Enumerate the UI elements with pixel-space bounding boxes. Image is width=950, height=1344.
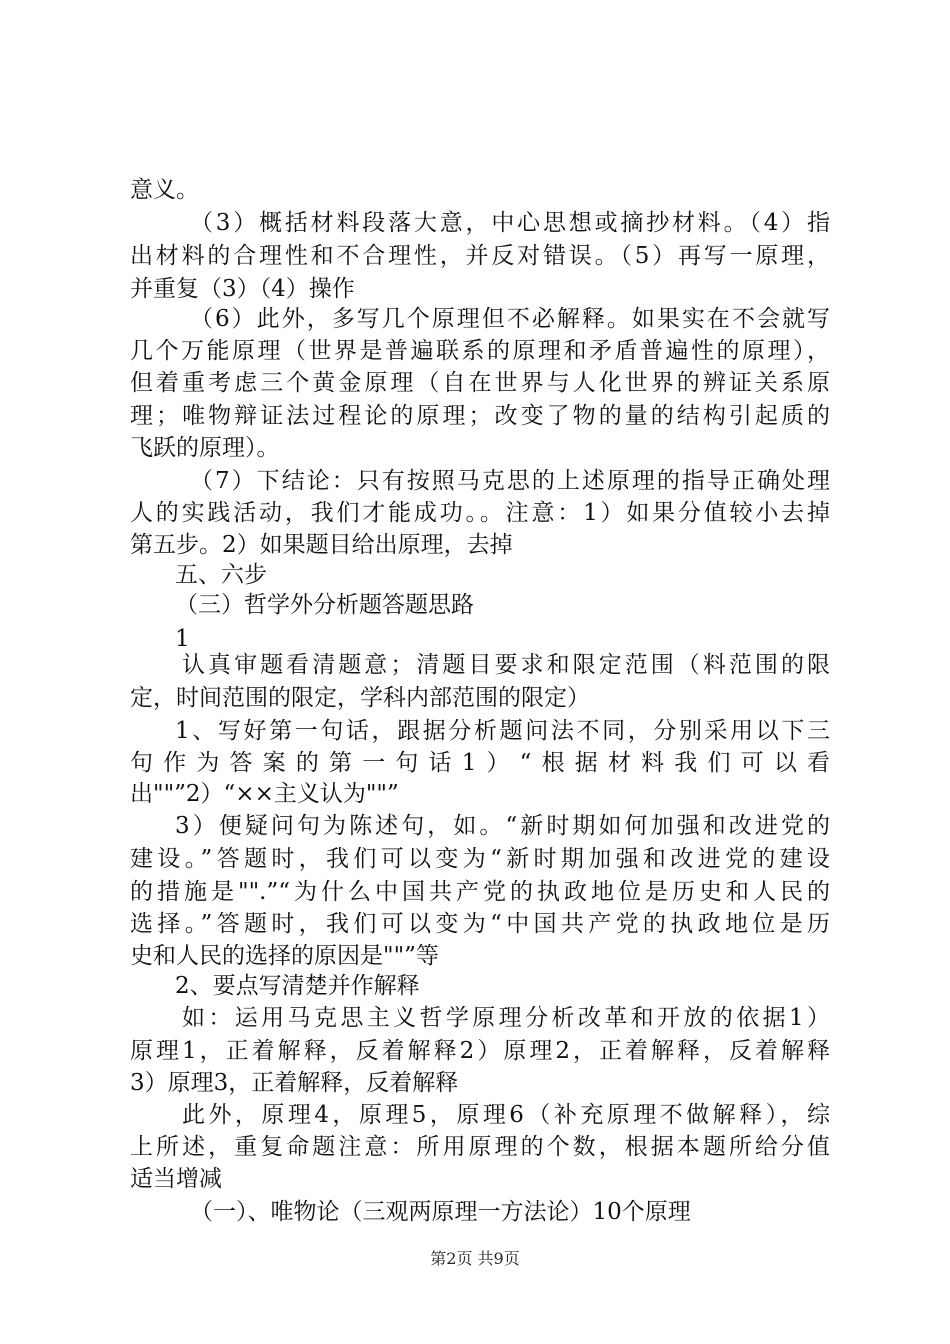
text-line: 如：运用马克思主义哲学原理分析改革和开放的依据1）	[182, 1005, 830, 1031]
text-line: 认真审题看清题意；清题目要求和限定范围（料范围的限	[182, 652, 830, 678]
text-line: 五、六步	[175, 562, 267, 588]
text-line: 意义。	[130, 177, 199, 203]
text-line: 此外，原理4，原理5，原理6（补充原理不做解释），综	[182, 1102, 830, 1128]
text-line: （7）下结论：只有按照马克思的上述原理的指导正确处理	[190, 468, 830, 494]
text-line: 建设。”答题时，我们可以变为“新时期加强和改进党的建设	[130, 846, 830, 872]
text-line: 适当增减	[130, 1166, 222, 1192]
text-line: 原理1，正着解释，反着解释2）原理2，正着解释，反着解释	[130, 1038, 830, 1064]
text-line: 上所述，重复命题注意：所用原理的个数，根据本题所给分值	[130, 1134, 830, 1160]
text-line: 第五步。2）如果题目给出原理，去掉	[130, 532, 513, 558]
section-heading: （三）哲学外分析题答题思路	[175, 592, 474, 618]
text-line: 并重复（3）（4）操作	[130, 276, 355, 302]
text-line: 出""”2）“××主义认为""”	[130, 781, 399, 807]
text-line: 3）原理3，正着解释，反着解释	[130, 1070, 459, 1096]
page-footer: 第2页 共9页	[430, 1249, 520, 1268]
text-line: （6）此外，多写几个原理但不必解释。如果实在不会就写	[190, 306, 830, 332]
text-line: 出材料的合理性和不合理性，并反对错误。（5）再写一原理，	[130, 243, 830, 269]
text-line: 几个万能原理（世界是普遍联系的原理和矛盾普遍性的原理），	[130, 338, 830, 364]
text-line: （3）概括材料段落大意，中心思想或摘抄材料。（4）指	[190, 210, 830, 236]
text-line: 理；唯物辩证法过程论的原理；改变了物的量的结构引起质的	[130, 403, 830, 429]
section-heading: （一）、唯物论（三观两原理一方法论）10个原理	[190, 1199, 691, 1225]
text-line: 句作为答案的第一句话1）“根据材料我们可以看	[130, 750, 830, 776]
text-line: 选择。”答题时，我们可以变为“中国共产党的执政地位是历	[130, 911, 830, 937]
text-line: 史和人民的选择的原因是""”等	[130, 943, 439, 969]
text-line: 定，时间范围的限定，学科内部范围的限定）	[130, 685, 590, 711]
text-line: 1	[175, 626, 190, 652]
text-line: 2、要点写清楚并作解释	[175, 973, 420, 999]
text-line: 3）便疑问句为陈述句，如。“新时期如何加强和改进党的	[175, 813, 830, 839]
text-line: 的措施是"".”“为什么中国共产党的执政地位是历史和人民的	[130, 879, 830, 905]
text-line: 人的实践活动，我们才能成功。。注意：1）如果分值较小去掉	[130, 500, 830, 526]
text-line: 但着重考虑三个黄金原理（自在世界与人化世界的辨证关系原	[130, 370, 830, 396]
text-line: 1、写好第一句话，跟据分析题问法不同，分别采用以下三	[175, 718, 830, 744]
text-line: 飞跃的原理）。	[130, 435, 280, 461]
